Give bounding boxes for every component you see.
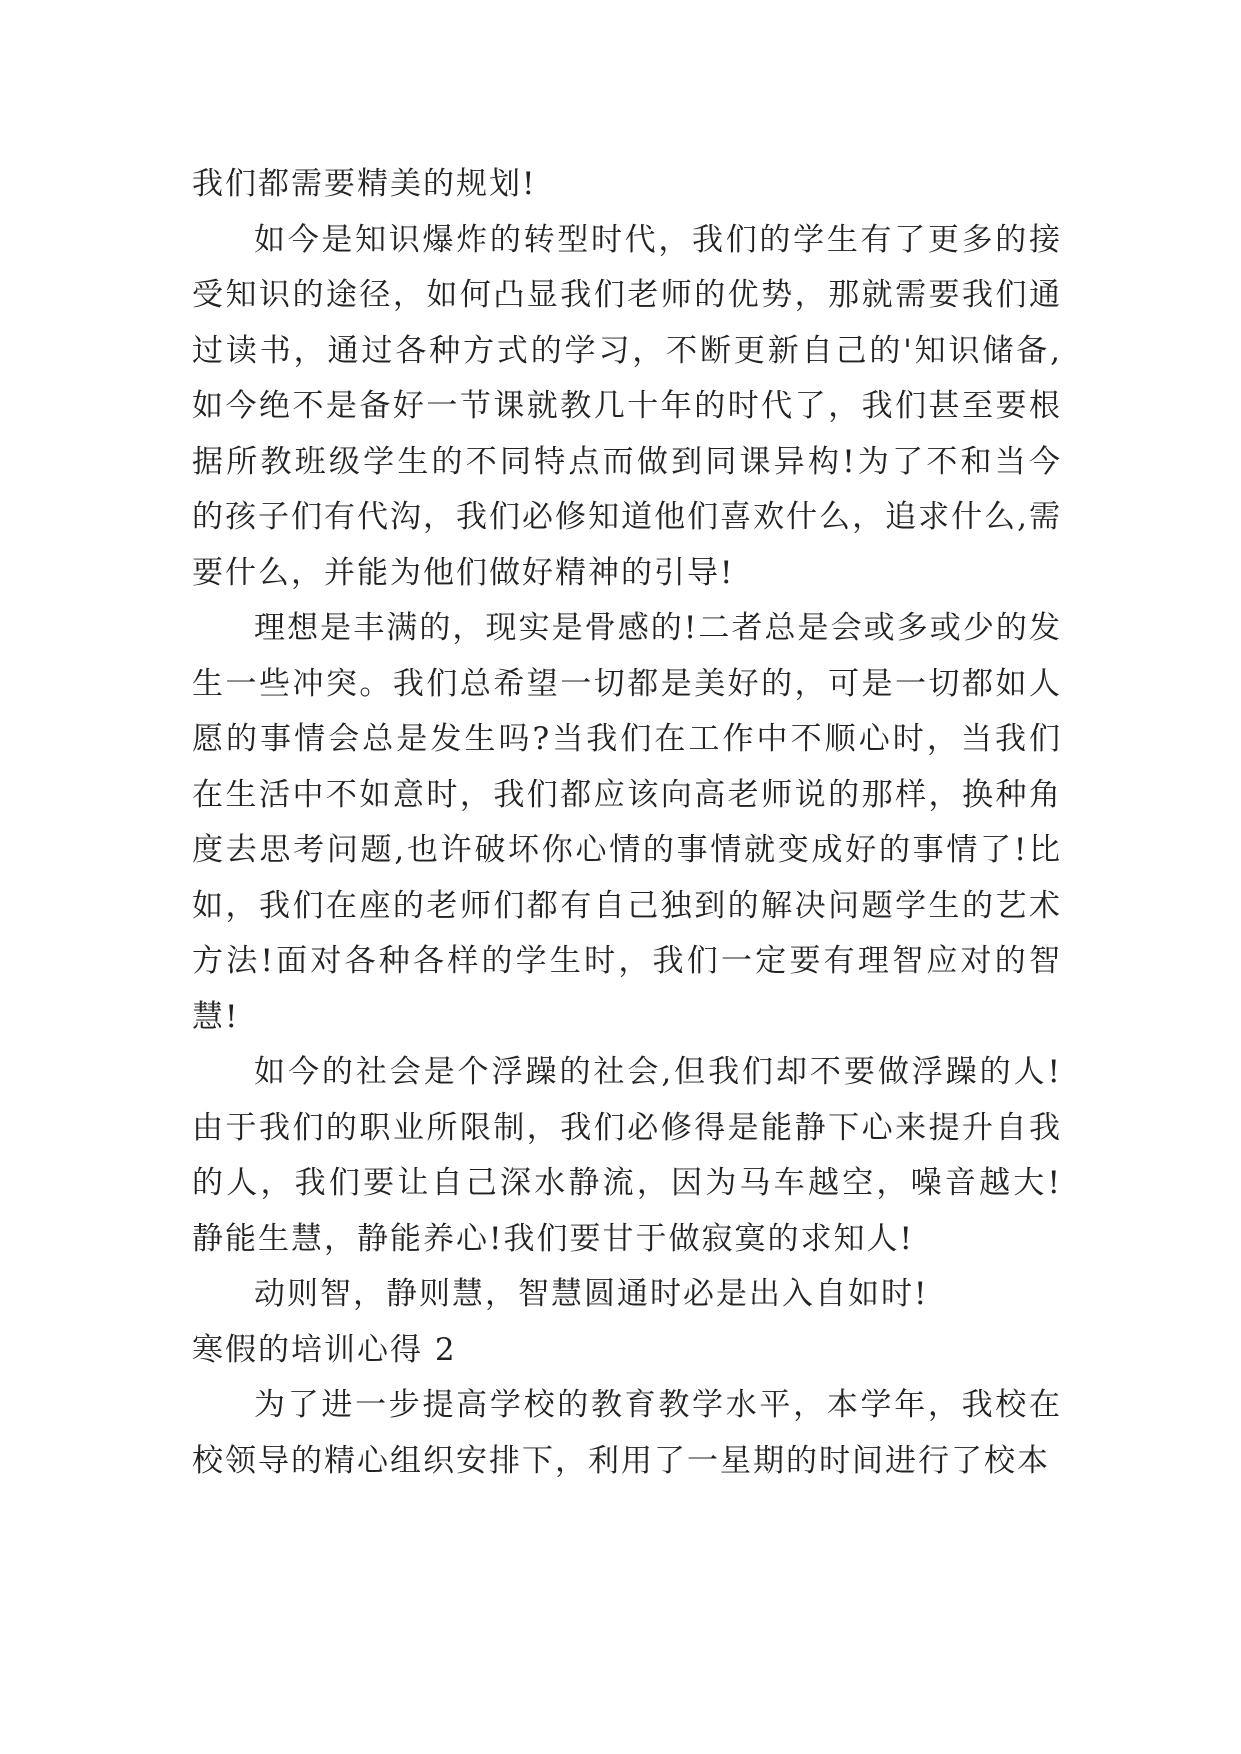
paragraph-wisdom: 动则智，静则慧，智慧圆通时必是出入自如时! xyxy=(254,1276,929,1312)
document-body xyxy=(192,157,1062,1489)
paragraph-society: 如今的社会是个浮躁的社会,但我们却不要做浮躁的人!由于我们的职业所限制，我们必修得是能静下心来提升自我的人，我们要让自己深水静流，因为马车越空，噪音越大!静能生慧，静能养心!我们要甘于做寂寞的求知人! xyxy=(192,1054,1062,1257)
paragraph-training-intro: 为了进一步提高学校的教育教学水平，本学年，我校在校领导的精心组织安排下，利用了一星期的时间进行了校本 xyxy=(192,1387,1062,1479)
paragraph-knowledge-era: 如今是知识爆炸的转型时代，我们的学生有了更多的接受知识的途径，如何凸显我们老师的优势，那就需要我们通过读书，通过各种方式的学习，不断更新自己的'知识储备,如今绝不是备好一节课就教几十年的时代了，我们甚至要根据所教班级学生的不同特点而做到同课异构!为了不和当今的孩子们有代沟，我们必修知道他们喜欢什么，追求什么,需要什么，并能为他们做好精神的引导! xyxy=(192,221,1062,591)
paragraph-continuation: 我们都需要精美的规划! xyxy=(192,166,537,202)
paragraph-ideal-reality: 理想是丰满的，现实是骨感的!二者总是会或多或少的发生一些冲突。我们总希望一切都是美好的，可是一切都如人愿的事情会总是发生吗?当我们在工作中不顺心时，当我们在生活中不如意时，我们都应该向高老师说的那样，换种角度去思考问题,也许破坏你心情的事情就变成好的事情了!比如，我们在座的老师们都有自己独到的解决问题学生的艺术方法!面对各种各样的学生时，我们一定要有理智应对的智慧! xyxy=(192,610,1062,1035)
section-heading: 寒假的培训心得 2 xyxy=(192,1331,457,1368)
